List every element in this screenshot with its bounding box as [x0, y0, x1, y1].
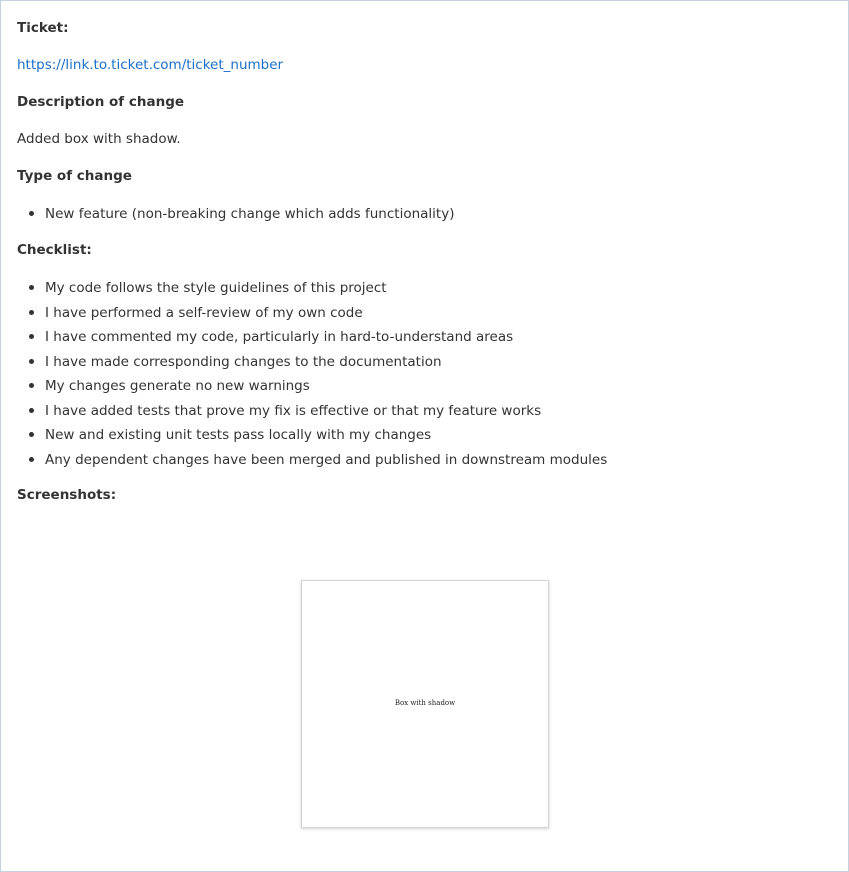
checklist-list	[17, 279, 607, 475]
list-item	[17, 279, 607, 304]
bullet-icon	[29, 211, 34, 216]
list-item-text: I have made corresponding changes to the documentation	[45, 353, 442, 370]
list-item-text: I have added tests that prove my fix is effective or that my feature works	[45, 402, 542, 419]
list-item	[17, 205, 454, 230]
list-item-text: New and existing unit tests pass locally with my changes	[45, 427, 432, 443]
list-item	[17, 426, 607, 451]
bullet-icon	[29, 285, 34, 290]
description-text: Added box with shadow.	[17, 131, 181, 147]
list-item	[17, 402, 607, 427]
ticket-link[interactable]: https://link.to.ticket.com/ticket_number	[17, 57, 284, 73]
list-item-text: My code follows the style guidelines of this project	[45, 280, 387, 296]
description-heading: Description of change	[17, 94, 185, 110]
list-item-text: I have performed a self-review of my own code	[45, 304, 363, 321]
type-of-change-list	[17, 205, 454, 230]
bullet-icon	[29, 310, 34, 315]
list-item	[17, 377, 607, 402]
list-item-text: New feature (non-breaking change which adds functionality)	[45, 206, 455, 222]
screenshots-heading: Screenshots:	[17, 487, 117, 503]
list-item	[17, 304, 607, 329]
bullet-icon	[29, 334, 34, 339]
screenshot-image-caption: Box with shadow	[394, 699, 456, 707]
checklist-heading: Checklist:	[17, 242, 92, 258]
bullet-icon	[29, 408, 34, 413]
list-item-text: Any dependent changes have been merged and published in downstream modules	[45, 451, 608, 468]
list-item	[17, 353, 607, 378]
list-item	[17, 451, 607, 476]
ticket-link-line	[17, 57, 283, 73]
bullet-icon	[29, 383, 34, 388]
list-item	[17, 328, 607, 353]
list-item-text: My changes generate no new warnings	[45, 378, 310, 394]
bullet-icon	[29, 432, 34, 437]
list-item-text: I have commented my code, particularly in hard-to-understand areas	[45, 329, 514, 345]
bullet-icon	[29, 457, 34, 462]
ticket-heading: Ticket:	[17, 20, 69, 36]
bullet-icon	[29, 359, 34, 364]
type-of-change-heading: Type of change	[17, 168, 132, 184]
screenshot-image[interactable]	[301, 580, 549, 828]
